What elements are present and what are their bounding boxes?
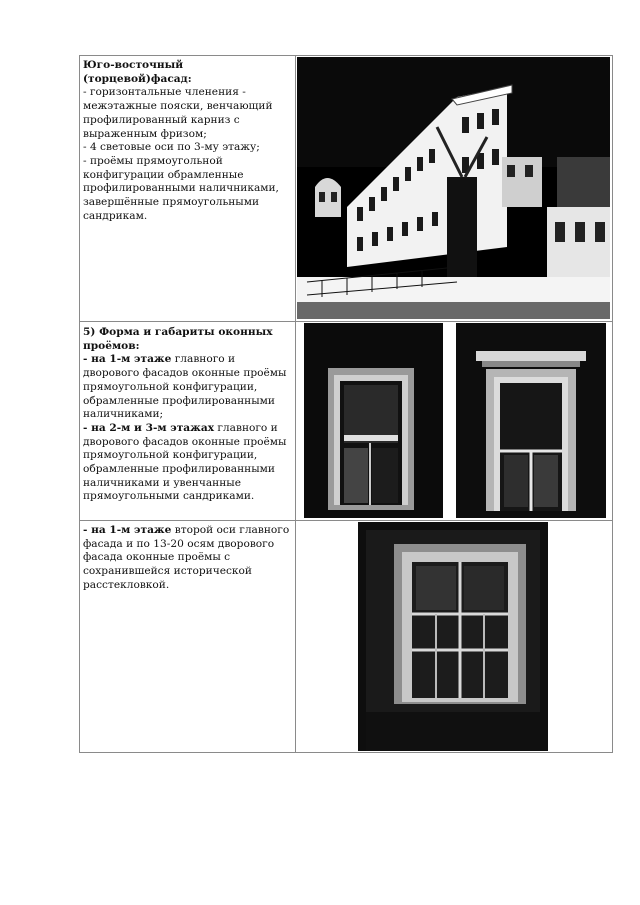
table-border-top [79, 55, 613, 56]
row-1-line-2: - 4 световые оси по 3-му этажу; [83, 141, 260, 154]
row-2-p1-bold: - на 1-м этаже [83, 353, 172, 366]
table-row-divider-2 [79, 520, 613, 521]
table-row-divider-1 [79, 321, 613, 322]
building-facade-photo [297, 57, 610, 319]
row-2-text [83, 326, 293, 504]
row-1-heading: Юго-восточный (торцевой)фасад: [83, 59, 192, 85]
row-3-p-text: второй оси главного фасада и по 13-20 осям дворового фасада оконные проёмы с сохранившейся исторической расстекловкой. [83, 524, 290, 591]
table-border-right [612, 55, 613, 753]
window-photo-2 [456, 323, 606, 518]
table-border-left [79, 55, 80, 753]
row-1-text [83, 59, 293, 223]
window-historic-glazing-photo [358, 522, 548, 751]
table-border-bottom [79, 752, 613, 753]
row-1-line-1: - горизонтальные членения - межэтажные пояски, венчающий профилированный карниз с выраженным фризом; [83, 86, 273, 140]
row-2-p2-bold: - на 2-м и 3-м этажах [83, 421, 215, 434]
window-photo-1 [304, 323, 443, 518]
row-2-p2-text: главного и дворового фасадов оконные проёмы прямоугольной конфигурации, обрамленные профилированными наличниками и увенчанные прямоугольными сандриками. [83, 421, 287, 503]
document-table [79, 55, 613, 753]
row-2-p1-text: главного и дворового фасадов оконные проёмы прямоугольной конфигурации, обрамленные профилированными наличниками; [83, 353, 287, 421]
row-1-line-3: - проёмы прямоугольной конфигурации обрамленные профилированными наличниками, завершённые прямоугольными сандрикам. [83, 154, 279, 222]
row-3-text [83, 524, 293, 593]
table-border-middle [295, 55, 296, 753]
row-2-heading: 5) Форма и габариты оконных проёмов: [83, 326, 273, 352]
row-3-p-bold: - на 1-м этаже [83, 524, 172, 536]
